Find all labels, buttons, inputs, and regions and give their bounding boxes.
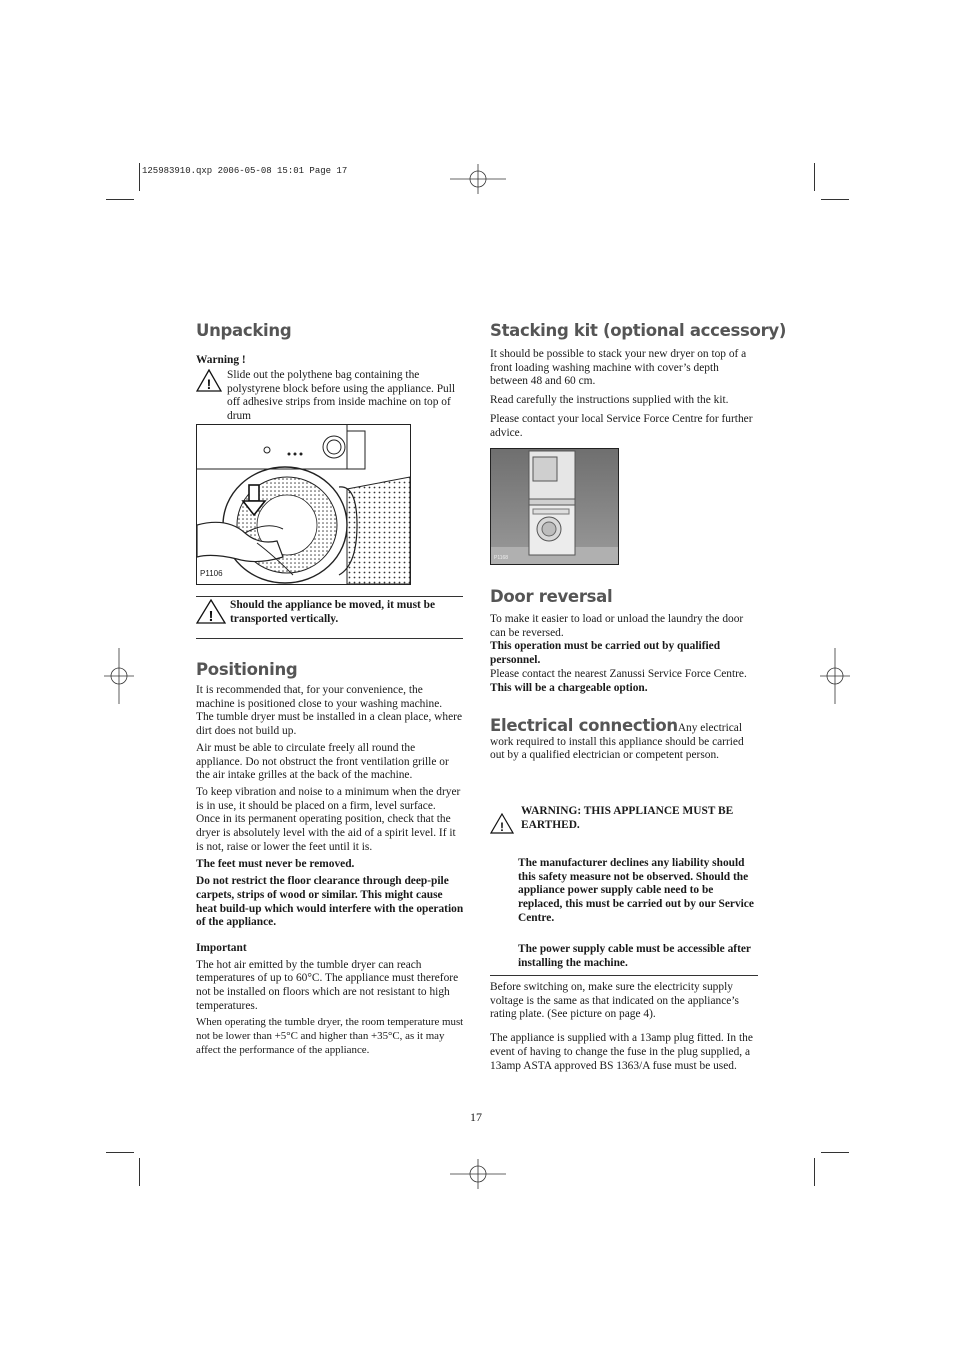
unpacking-heading: Unpacking [196,321,292,340]
stacking-figure-code: P1168 [494,555,509,561]
warning-triangle-icon [490,813,514,835]
page-number: 17 [470,1110,482,1124]
svg-text:!: ! [208,608,214,625]
registration-mark-bottom [450,1159,506,1189]
positioning-paragraph: The tumble dryer must be installed in a clean place, where dirt does not build up. [196,711,462,738]
svg-text:!: ! [500,820,504,834]
unpacking-warning-text: Slide out the polythene bag containing the polystyrene block before using the appliance. Pull off adhesive strips from inside machine on top of drum [227,369,456,423]
warning-triangle-icon [196,599,226,625]
registration-mark-left [104,648,134,704]
door-reversal-heading: Door reversal [490,587,613,606]
important-label: Important [196,941,247,954]
stacking-heading: Stacking kit (optional accessory) [490,321,787,340]
positioning-body [196,684,464,1058]
warning-triangle-icon [196,369,222,393]
door-qualified-note: This operation must be carried out by qualified personnel. [490,640,721,667]
positioning-paragraph: It is recommended that, for your convenience, the machine is positioned close to your washing machine. [196,684,443,710]
cable-accessibility-notice: The power supply cable must be accessible after installing the machine. [518,943,751,969]
door-chargeable-note: This will be a chargeable option. [490,681,648,694]
positioning-clearance-note: Do not restrict the floor clearance through deep-pile carpets, strips of wood or similar. This might cause heat build-up which would interfere with the operation of the appliance. [196,875,464,929]
stacking-paragraph: Read carefully the instructions supplied with the kit. [490,394,729,407]
svg-text:!: ! [206,376,212,392]
registration-mark-right [820,648,850,704]
stacking-paragraph: Please contact your local Service Force Centre for further advice. [490,412,753,439]
positioning-heading: Positioning [196,660,298,679]
positioning-paragraph: When operating the tumble dryer, the room temperature must not be lower than +5°C and higher than +35°C, as it may affect the performance of the appliance. [196,1016,464,1056]
positioning-paragraph: Once in its permanent operating position, check that the dryer is absolutely level with the aid of a spirit level. If it is not, raise or lower the feet until it is. [196,813,456,853]
unpacking-figure-code: P1106 [200,569,223,578]
electrical-intro [490,716,758,763]
warning-label: Warning ! [196,354,246,366]
electrical-body [490,981,758,1073]
electrical-heading: Electrical connection [490,716,678,735]
electrical-paragraph: Before switching on, make sure the electricity supply voltage is the same as that indicated on the appliance’s rating plate. (See picture on page 4). [490,981,739,1021]
door-reversal-body [490,613,758,695]
positioning-paragraph: The hot air emitted by the tumble dryer can reach temperatures of up to 60°C. The appliance must therefore not be installed on floors which are not resistant to high temperatures. [196,958,459,1012]
earthing-warning: WARNING: THIS APPLIANCE MUST BE EARTHED. [521,805,734,831]
liability-notice: The manufacturer declines any liability should this safety measure not be observed. Should the appliance power supply cable need to be replaced, this must be carried out by our Service Centre. [518,857,754,924]
stacking-paragraph: It should be possible to stack your new dryer on top of a front loading washing machine with cover’s depth between 48 and 60 cm. [490,348,747,388]
electrical-intro-text: Any electrical work required to install this appliance should be carried out by a qualified electrician or competent person. [490,722,744,762]
door-paragraph: To make it easier to load or unload the laundry the door can be reversed. [490,613,744,639]
stacking-illustration [490,448,619,565]
print-slug: 125983910.qxp 2006-05-08 15:01 Page 17 [142,166,348,176]
electrical-paragraph: The appliance is supplied with a 13amp plug fitted. In the event of having to change the fuse in the plug supplied, a 13amp ASTA approved BS 1363/A fuse must be used. [490,1032,753,1072]
move-warning-text: Should the appliance be moved, it must be transported vertically. [230,599,436,625]
positioning-paragraph: To keep vibration and noise to a minimum when the dryer is in use, it should be placed on a firm, level surface. [196,785,461,812]
positioning-feet-note: The feet must never be removed. [196,858,355,871]
unpacking-illustration [196,424,411,585]
door-paragraph: Please contact the nearest Zanussi Service Force Centre. [490,667,747,680]
stacking-body [490,348,758,440]
positioning-paragraph: Air must be able to circulate freely all round the appliance. Do not obstruct the front ventilation grille or the air intake grilles at the back of the machine. [196,741,449,782]
registration-mark-top [450,164,506,194]
